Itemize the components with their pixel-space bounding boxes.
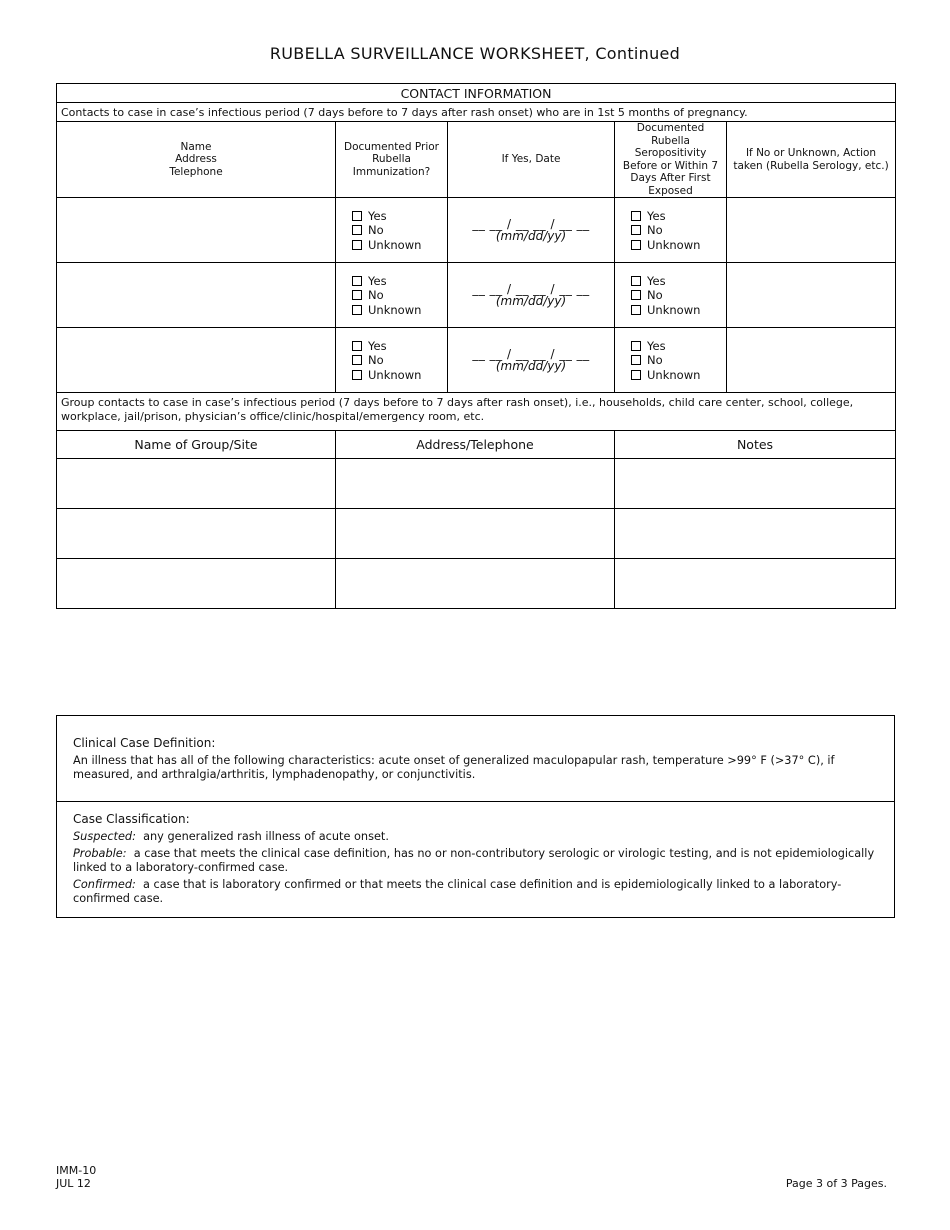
seropositivity-no-checkbox[interactable] — [631, 225, 641, 235]
form-identifier — [56, 1164, 96, 1190]
option-label: Yes — [647, 338, 666, 353]
immunization-unknown-checkbox[interactable] — [352, 240, 362, 250]
option-label: No — [368, 223, 384, 237]
immunization-date-field[interactable] — [448, 328, 615, 393]
group-notes-column-header: Notes — [615, 431, 896, 459]
immunization-options — [336, 328, 448, 393]
case-classification-label: Case Classification: — [73, 812, 190, 826]
immunization-options — [336, 263, 448, 328]
immunization-no-checkbox[interactable] — [352, 225, 362, 235]
action-taken-input[interactable] — [727, 263, 896, 328]
date-blank: __ __ / __ __ / __ __ — [472, 347, 590, 361]
option-label: Yes — [368, 208, 387, 223]
page-title: RUBELLA SURVEILLANCE WORKSHEET, Continued — [269, 44, 681, 63]
group-name-input[interactable] — [57, 559, 336, 609]
suspected-term: Suspected: — [73, 830, 136, 843]
option-label: Unknown — [368, 302, 422, 317]
group-name-input[interactable] — [57, 509, 336, 559]
page-number: Page 3 of 3 Pages. — [785, 1177, 887, 1190]
seropositivity-options — [615, 198, 727, 263]
group-name-column-header: Name of Group/Site — [57, 431, 336, 459]
action-column-header: If No or Unknown, Action taken (Rubella Serology, etc.) — [727, 122, 896, 198]
contact-name-address-input[interactable] — [57, 198, 336, 263]
seropositivity-no-checkbox[interactable] — [631, 355, 641, 365]
immunization-unknown-checkbox[interactable] — [352, 305, 362, 315]
action-taken-input[interactable] — [727, 328, 896, 393]
case-classification — [57, 802, 894, 906]
confirmed-text: a case that is laboratory confirmed or that meets the clinical case definition and is epidemiologically linked to a laboratory-confirmed case. — [73, 878, 842, 905]
suspected-text: any generalized rash illness of acute onset. — [143, 830, 389, 843]
option-label: Unknown — [368, 367, 422, 382]
contact-row — [57, 263, 896, 328]
immunization-no-checkbox[interactable] — [352, 290, 362, 300]
immunization-yes-checkbox[interactable] — [352, 276, 362, 286]
date-column-header: If Yes, Date — [448, 122, 615, 198]
confirmed-term: Confirmed: — [73, 878, 136, 891]
suspected-definition — [73, 830, 878, 844]
immunization-yes-checkbox[interactable] — [352, 341, 362, 351]
contact-name-address-input[interactable] — [57, 328, 336, 393]
group-notes-input[interactable] — [615, 459, 896, 509]
probable-term: Probable: — [73, 847, 127, 860]
contact-row — [57, 328, 896, 393]
probable-definition — [73, 847, 878, 875]
seropositivity-unknown-checkbox[interactable] — [631, 305, 641, 315]
contact-row — [57, 198, 896, 263]
option-label: Unknown — [647, 367, 701, 382]
option-label: No — [647, 353, 663, 367]
form-date: JUL 12 — [56, 1177, 91, 1190]
pregnancy-contacts-note: Contacts to case in case’s infectious period (7 days before to 7 days after rash onset) who are in 1st 5 months of pregnancy. — [57, 103, 896, 122]
date-blank: __ __ / __ __ / __ __ — [472, 282, 590, 296]
option-label: Unknown — [647, 302, 701, 317]
date-blank: __ __ / __ __ / __ __ — [472, 217, 590, 231]
group-row — [57, 459, 896, 509]
option-label: No — [647, 223, 663, 237]
contact-information-heading: CONTACT INFORMATION — [57, 84, 896, 103]
case-definitions-box — [56, 715, 895, 918]
group-row — [57, 509, 896, 559]
immunization-yes-checkbox[interactable] — [352, 211, 362, 221]
group-notes-input[interactable] — [615, 559, 896, 609]
clinical-definition-text: An illness that has all of the following characteristics: acute onset of generalized maculopapular rash, temperature >99° F (>37° C), if measured, and arthralgia/arthritis, lymphadenopathy, or conjunctivitis. — [73, 754, 835, 781]
date-format-hint: (mm/dd/yy) — [495, 294, 567, 308]
confirmed-definition — [73, 878, 878, 906]
group-notes-input[interactable] — [615, 509, 896, 559]
seropositivity-yes-checkbox[interactable] — [631, 211, 641, 221]
option-label: No — [647, 288, 663, 302]
action-taken-input[interactable] — [727, 198, 896, 263]
option-label: Yes — [647, 273, 666, 288]
seropositivity-no-checkbox[interactable] — [631, 290, 641, 300]
group-name-input[interactable] — [57, 459, 336, 509]
form-id: IMM-10 — [56, 1164, 97, 1177]
option-label: No — [368, 288, 384, 302]
immunization-date-field[interactable] — [448, 263, 615, 328]
immunization-no-checkbox[interactable] — [352, 355, 362, 365]
date-format-hint: (mm/dd/yy) — [495, 359, 567, 373]
seropositivity-options — [615, 263, 727, 328]
group-address-input[interactable] — [336, 509, 615, 559]
option-label: Yes — [368, 273, 387, 288]
group-address-input[interactable] — [336, 459, 615, 509]
option-label: Yes — [368, 338, 387, 353]
option-label: Yes — [647, 208, 666, 223]
immunization-options — [336, 198, 448, 263]
immunization-unknown-checkbox[interactable] — [352, 370, 362, 380]
option-label: No — [368, 353, 384, 367]
telephone-header-line: Telephone — [169, 165, 223, 178]
contact-information-table — [56, 83, 896, 609]
group-contacts-note: Group contacts to case in case’s infectious period (7 days before to 7 days after rash onset), i.e., households, child care center, school, college, workplace, jail/prison, physician’s office/clinic/hospital/emergency room, etc. — [57, 393, 896, 431]
clinical-case-definition — [57, 716, 894, 802]
seropositivity-unknown-checkbox[interactable] — [631, 240, 641, 250]
group-address-input[interactable] — [336, 559, 615, 609]
seropositivity-options — [615, 328, 727, 393]
contact-name-address-input[interactable] — [57, 263, 336, 328]
immunization-column-header: Documented Prior Rubella Immunization? — [336, 122, 448, 198]
immunization-date-field[interactable] — [448, 198, 615, 263]
group-row — [57, 559, 896, 609]
probable-text: a case that meets the clinical case definition, has no or non-contributory serologic or virologic testing, and is not epidemiologically linked to a laboratory-confirmed case. — [73, 847, 875, 874]
address-header-line: Address — [175, 153, 217, 166]
option-label: Unknown — [368, 237, 422, 252]
seropositivity-yes-checkbox[interactable] — [631, 341, 641, 351]
name-header-line: Name — [180, 140, 212, 153]
option-label: Unknown — [647, 237, 701, 252]
clinical-definition-label: Clinical Case Definition: — [73, 736, 216, 750]
date-format-hint: (mm/dd/yy) — [495, 229, 567, 243]
name-column-header — [57, 122, 336, 198]
seropositivity-yes-checkbox[interactable] — [631, 276, 641, 286]
seropositivity-column-header: Documented Rubella Seropositivity Before or Within 7 Days After First Exposed — [615, 122, 727, 198]
group-address-column-header: Address/Telephone — [336, 431, 615, 459]
seropositivity-unknown-checkbox[interactable] — [631, 370, 641, 380]
